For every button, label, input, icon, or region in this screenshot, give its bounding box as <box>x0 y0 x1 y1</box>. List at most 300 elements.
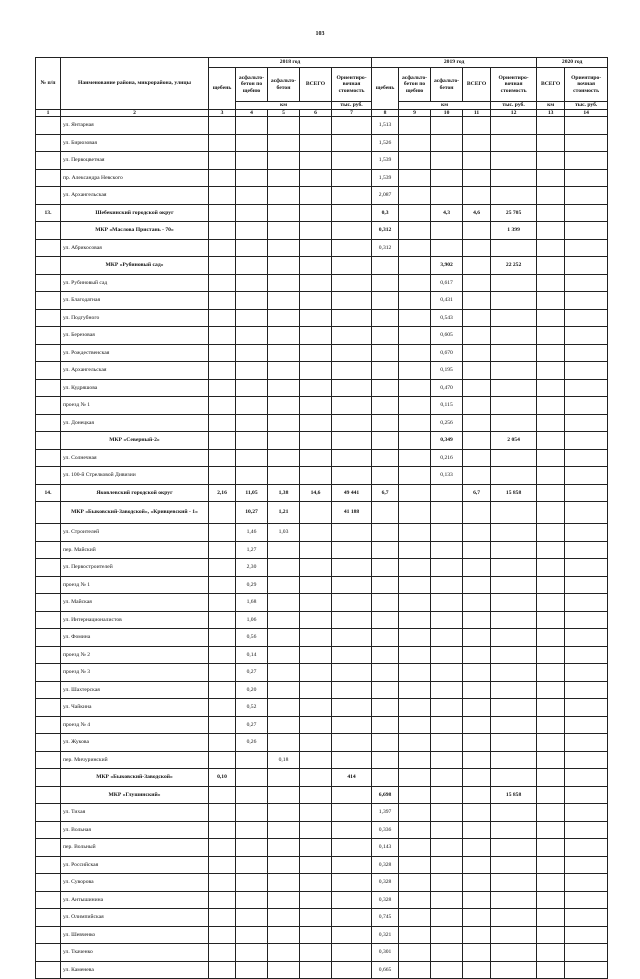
value-cell <box>537 559 565 577</box>
value-cell <box>491 169 537 187</box>
value-cell <box>300 716 332 734</box>
value-cell <box>372 274 399 292</box>
value-cell <box>537 786 565 804</box>
value-cell <box>399 629 431 647</box>
value-cell: 0,56 <box>236 629 268 647</box>
value-cell <box>565 629 608 647</box>
value-cell <box>372 681 399 699</box>
value-cell <box>372 559 399 577</box>
street-name: проезд № 4 <box>61 716 209 734</box>
table-row <box>36 559 608 577</box>
value-cell: 0,321 <box>372 926 399 944</box>
value-cell <box>300 699 332 717</box>
header-2019-total: ВСЕГО <box>463 68 491 102</box>
row-number <box>36 699 61 717</box>
value-cell <box>463 362 491 380</box>
value-cell: 3,902 <box>431 257 463 275</box>
table-row <box>36 152 608 170</box>
value-cell <box>268 699 300 717</box>
value-cell <box>300 769 332 787</box>
value-cell <box>431 134 463 152</box>
value-cell <box>300 362 332 380</box>
street-name: ул. Жукова <box>61 734 209 752</box>
street-name: ул. Чайкина <box>61 699 209 717</box>
value-cell <box>431 699 463 717</box>
value-cell: 1 399 <box>491 222 537 240</box>
value-cell <box>431 961 463 979</box>
value-cell <box>399 274 431 292</box>
value-cell <box>537 379 565 397</box>
value-cell <box>332 734 372 752</box>
value-cell <box>372 699 399 717</box>
table-row <box>36 664 608 682</box>
row-number <box>36 681 61 699</box>
value-cell <box>431 559 463 577</box>
value-cell <box>491 559 537 577</box>
value-cell <box>236 786 268 804</box>
table-row <box>36 344 608 362</box>
value-cell <box>399 432 431 450</box>
value-cell <box>268 944 300 962</box>
value-cell: 0,431 <box>431 292 463 310</box>
value-cell <box>537 751 565 769</box>
value-cell: 1,06 <box>236 611 268 629</box>
value-cell <box>372 611 399 629</box>
value-cell <box>209 716 236 734</box>
value-cell: 6,698 <box>372 786 399 804</box>
value-cell <box>537 926 565 944</box>
value-cell <box>236 769 268 787</box>
value-cell <box>300 804 332 822</box>
row-number <box>36 327 61 345</box>
value-cell <box>332 751 372 769</box>
value-cell <box>300 734 332 752</box>
header-year-2019: 2019 год <box>372 58 537 68</box>
value-cell <box>236 204 268 222</box>
value-cell <box>209 786 236 804</box>
value-cell <box>399 187 431 205</box>
value-cell: 0,143 <box>372 839 399 857</box>
value-cell <box>268 117 300 135</box>
value-cell <box>236 379 268 397</box>
value-cell <box>565 646 608 664</box>
value-cell <box>399 909 431 927</box>
value-cell <box>332 944 372 962</box>
value-cell <box>565 117 608 135</box>
street-name: ул. Тихая <box>61 804 209 822</box>
value-cell <box>209 467 236 485</box>
row-number <box>36 134 61 152</box>
value-cell <box>399 292 431 310</box>
value-cell <box>332 804 372 822</box>
value-cell <box>399 751 431 769</box>
street-name: проезд № 3 <box>61 664 209 682</box>
value-cell <box>491 502 537 524</box>
value-cell <box>463 664 491 682</box>
table-row <box>36 874 608 892</box>
table-row <box>36 716 608 734</box>
value-cell <box>463 804 491 822</box>
table-row <box>36 524 608 542</box>
table-row <box>36 274 608 292</box>
value-cell <box>537 117 565 135</box>
value-cell <box>463 292 491 310</box>
value-cell <box>300 309 332 327</box>
value-cell <box>268 611 300 629</box>
value-cell <box>209 734 236 752</box>
value-cell <box>491 839 537 857</box>
value-cell: 0,336 <box>372 821 399 839</box>
value-cell <box>268 204 300 222</box>
value-cell <box>537 821 565 839</box>
value-cell <box>268 134 300 152</box>
value-cell <box>463 379 491 397</box>
value-cell <box>332 699 372 717</box>
value-cell <box>431 594 463 612</box>
value-cell <box>565 909 608 927</box>
value-cell <box>431 839 463 857</box>
street-name: пр. Александра Невского <box>61 169 209 187</box>
value-cell: 0,670 <box>431 344 463 362</box>
value-cell: 22 252 <box>491 257 537 275</box>
value-cell <box>399 309 431 327</box>
value-cell <box>332 611 372 629</box>
value-cell: 0,20 <box>236 681 268 699</box>
table-row <box>36 751 608 769</box>
value-cell <box>332 239 372 257</box>
value-cell <box>537 414 565 432</box>
row-number <box>36 629 61 647</box>
value-cell <box>332 926 372 944</box>
value-cell <box>372 397 399 415</box>
street-name: ул. Суворова <box>61 874 209 892</box>
row-number <box>36 909 61 927</box>
group-row <box>36 502 608 524</box>
value-cell <box>332 664 372 682</box>
value-cell <box>399 239 431 257</box>
row-number <box>36 891 61 909</box>
value-cell <box>565 926 608 944</box>
street-name: ул. Ткаченко <box>61 944 209 962</box>
value-cell <box>399 484 431 502</box>
value-cell <box>209 559 236 577</box>
value-cell: 0,328 <box>372 874 399 892</box>
value-cell <box>463 222 491 240</box>
value-cell <box>399 152 431 170</box>
value-cell <box>537 204 565 222</box>
value-cell <box>565 769 608 787</box>
value-cell: 0,617 <box>431 274 463 292</box>
value-cell <box>463 257 491 275</box>
value-cell <box>332 646 372 664</box>
value-cell <box>399 576 431 594</box>
value-cell <box>491 292 537 310</box>
value-cell <box>300 821 332 839</box>
value-cell: 0,29 <box>236 576 268 594</box>
value-cell <box>209 926 236 944</box>
row-number <box>36 611 61 629</box>
table-row <box>36 961 608 979</box>
value-cell <box>399 699 431 717</box>
value-cell <box>491 646 537 664</box>
value-cell <box>491 961 537 979</box>
col-index: 10 <box>431 109 463 117</box>
value-cell <box>332 856 372 874</box>
value-cell <box>399 611 431 629</box>
value-cell: 11,05 <box>236 484 268 502</box>
value-cell: 2,16 <box>209 484 236 502</box>
group-row <box>36 432 608 450</box>
value-cell <box>209 292 236 310</box>
header-year-2020: 2020 год <box>537 58 608 68</box>
value-cell <box>236 891 268 909</box>
value-cell <box>236 961 268 979</box>
value-cell <box>209 874 236 892</box>
value-cell <box>565 524 608 542</box>
value-cell <box>209 961 236 979</box>
value-cell <box>565 786 608 804</box>
col-index: 12 <box>491 109 537 117</box>
value-cell <box>491 327 537 345</box>
value-cell <box>209 502 236 524</box>
value-cell <box>332 891 372 909</box>
street-name: ул. Строителей <box>61 524 209 542</box>
value-cell: 4,6 <box>463 204 491 222</box>
street-name: ул. Рождественская <box>61 344 209 362</box>
value-cell <box>463 786 491 804</box>
value-cell <box>332 449 372 467</box>
value-cell: 4,3 <box>431 204 463 222</box>
value-cell <box>431 611 463 629</box>
value-cell <box>268 891 300 909</box>
header-number: № п/п <box>36 58 61 110</box>
col-index: 1 <box>36 109 61 117</box>
group-name: МКР «Маслова Пристань - 70» <box>61 222 209 240</box>
value-cell <box>300 152 332 170</box>
value-cell <box>399 449 431 467</box>
row-number <box>36 594 61 612</box>
value-cell <box>268 187 300 205</box>
value-cell <box>537 594 565 612</box>
value-cell <box>537 909 565 927</box>
street-name: ул. Янтарная <box>61 117 209 135</box>
value-cell <box>332 541 372 559</box>
value-cell <box>300 502 332 524</box>
value-cell: 0,312 <box>372 222 399 240</box>
value-cell <box>372 541 399 559</box>
value-cell <box>399 856 431 874</box>
row-number <box>36 344 61 362</box>
value-cell <box>268 257 300 275</box>
value-cell <box>300 891 332 909</box>
value-cell: 1,397 <box>372 804 399 822</box>
value-cell <box>565 751 608 769</box>
value-cell <box>431 909 463 927</box>
row-number <box>36 397 61 415</box>
value-cell <box>209 274 236 292</box>
value-cell <box>491 239 537 257</box>
row-number <box>36 222 61 240</box>
value-cell <box>491 699 537 717</box>
table-row <box>36 467 608 485</box>
street-name: ул. 100-й Стрелковой Дивизии <box>61 467 209 485</box>
value-cell <box>268 804 300 822</box>
value-cell <box>491 681 537 699</box>
value-cell <box>491 594 537 612</box>
value-cell <box>268 874 300 892</box>
value-cell <box>565 576 608 594</box>
header-2020-total: ВСЕГО <box>537 68 565 102</box>
value-cell <box>399 891 431 909</box>
value-cell <box>537 874 565 892</box>
value-cell <box>399 379 431 397</box>
value-cell <box>491 769 537 787</box>
row-number <box>36 874 61 892</box>
value-cell: 0,18 <box>268 751 300 769</box>
value-cell <box>463 699 491 717</box>
value-cell <box>463 646 491 664</box>
value-cell <box>332 204 372 222</box>
value-cell <box>463 961 491 979</box>
value-cell <box>565 204 608 222</box>
value-cell <box>463 169 491 187</box>
value-cell <box>300 646 332 664</box>
value-cell <box>463 239 491 257</box>
value-cell <box>332 379 372 397</box>
value-cell <box>537 891 565 909</box>
value-cell <box>431 891 463 909</box>
value-cell <box>209 239 236 257</box>
value-cell <box>372 716 399 734</box>
value-cell <box>537 397 565 415</box>
value-cell <box>463 432 491 450</box>
row-number <box>36 449 61 467</box>
value-cell <box>537 629 565 647</box>
street-name: ул. Рубиновый сад <box>61 274 209 292</box>
table-row <box>36 734 608 752</box>
value-cell <box>209 909 236 927</box>
value-cell <box>399 839 431 857</box>
value-cell <box>268 821 300 839</box>
value-cell <box>236 874 268 892</box>
value-cell <box>236 414 268 432</box>
value-cell: 0,133 <box>431 467 463 485</box>
value-cell <box>491 611 537 629</box>
value-cell <box>300 524 332 542</box>
group-name: МКР «Рубиновый сад» <box>61 257 209 275</box>
value-cell <box>431 716 463 734</box>
value-cell <box>300 414 332 432</box>
value-cell <box>332 327 372 345</box>
value-cell <box>565 362 608 380</box>
value-cell <box>332 467 372 485</box>
table-row <box>36 239 608 257</box>
value-cell <box>399 502 431 524</box>
row-number <box>36 169 61 187</box>
row-number <box>36 502 61 524</box>
value-cell <box>431 856 463 874</box>
value-cell <box>300 856 332 874</box>
value-cell <box>537 134 565 152</box>
value-cell <box>372 449 399 467</box>
value-cell <box>268 274 300 292</box>
unit-rub-2020: тыс. руб. <box>565 102 608 110</box>
street-name: ул. Кудряшова <box>61 379 209 397</box>
unit-km-2018: км <box>236 102 332 110</box>
value-cell <box>268 839 300 857</box>
street-name: ул. Шахтерская <box>61 681 209 699</box>
row-number: 14. <box>36 484 61 502</box>
value-cell <box>268 152 300 170</box>
column-index-row <box>36 109 608 117</box>
value-cell: 0,3 <box>372 204 399 222</box>
row-number <box>36 839 61 857</box>
value-cell <box>399 204 431 222</box>
value-cell <box>491 362 537 380</box>
value-cell <box>463 839 491 857</box>
value-cell <box>491 629 537 647</box>
value-cell <box>399 944 431 962</box>
row-number <box>36 926 61 944</box>
value-cell <box>300 594 332 612</box>
value-cell <box>300 327 332 345</box>
value-cell <box>209 362 236 380</box>
value-cell <box>236 449 268 467</box>
value-cell <box>268 292 300 310</box>
value-cell: 0,349 <box>431 432 463 450</box>
value-cell: 0,312 <box>372 239 399 257</box>
value-cell <box>332 432 372 450</box>
row-number <box>36 432 61 450</box>
table-row <box>36 379 608 397</box>
value-cell: 1,68 <box>236 594 268 612</box>
row-number <box>36 716 61 734</box>
group-name: МКР «Глушинский» <box>61 786 209 804</box>
col-index: 2 <box>61 109 209 117</box>
value-cell <box>463 734 491 752</box>
value-cell <box>537 152 565 170</box>
value-cell <box>537 327 565 345</box>
value-cell <box>537 839 565 857</box>
value-cell <box>537 257 565 275</box>
value-cell <box>300 629 332 647</box>
value-cell <box>209 891 236 909</box>
value-cell <box>332 839 372 857</box>
value-cell <box>399 362 431 380</box>
value-cell <box>268 222 300 240</box>
value-cell <box>399 786 431 804</box>
value-cell <box>537 681 565 699</box>
value-cell <box>431 769 463 787</box>
value-cell <box>431 734 463 752</box>
value-cell <box>268 716 300 734</box>
value-cell <box>209 397 236 415</box>
value-cell <box>372 309 399 327</box>
value-cell: 1,03 <box>268 524 300 542</box>
value-cell <box>463 524 491 542</box>
value-cell <box>431 239 463 257</box>
value-cell <box>537 646 565 664</box>
row-number: 13. <box>36 204 61 222</box>
value-cell <box>372 362 399 380</box>
header-2019-asphalt-on-gravel: асфальто-бетон по щебню <box>399 68 431 102</box>
value-cell <box>463 629 491 647</box>
value-cell <box>332 874 372 892</box>
street-name: ул. Солнечная <box>61 449 209 467</box>
value-cell <box>209 257 236 275</box>
value-cell <box>236 821 268 839</box>
value-cell <box>209 681 236 699</box>
